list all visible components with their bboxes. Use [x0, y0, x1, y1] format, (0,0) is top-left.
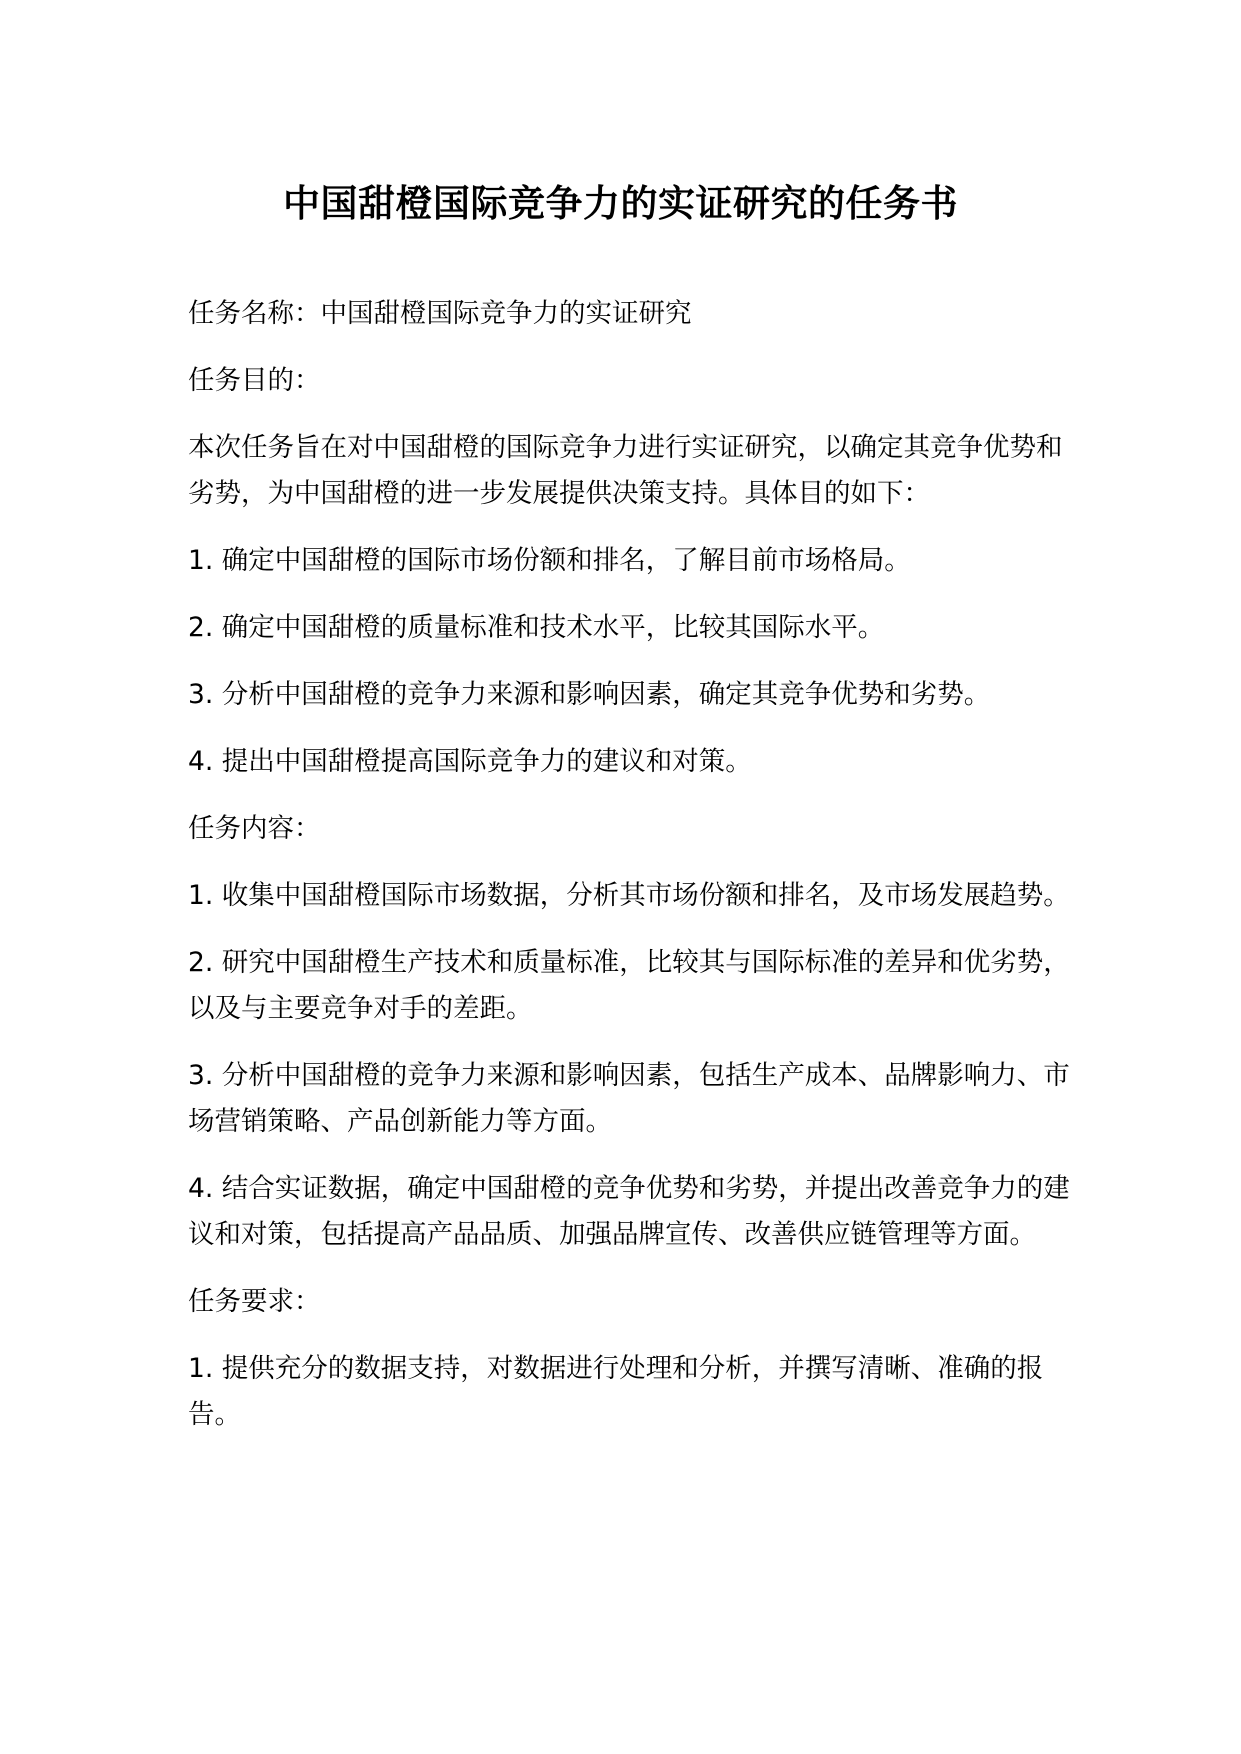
task-name-line: 任务名称：中国甜橙国际竞争力的实证研究 [188, 298, 692, 329]
content-item-2: 2. 研究中国甜橙生产技术和质量标准，比较其与国际标准的差异和优劣势，以及与主要竞争对手的差距。 [188, 947, 1070, 1024]
purpose-item-2: 2. 确定中国甜橙的质量标准和技术水平，比较其国际水平。 [188, 612, 885, 643]
content-item-4: 4. 结合实证数据，确定中国甜橙的竞争优势和劣势，并提出改善竞争力的建议和对策，包括提高产品品质、加强品牌宣传、改善供应链管理等方面。 [188, 1173, 1070, 1250]
requirement-item-1: 1. 提供充分的数据支持，对数据进行处理和分析，并撰写清晰、准确的报告。 [188, 1353, 1044, 1430]
section-heading-content: 任务内容： [188, 813, 321, 844]
document-title: 中国甜橙国际竞争力的实证研究的任务书 [283, 182, 958, 225]
document-body [188, 291, 1088, 1459]
purpose-item-3: 3. 分析中国甜橙的竞争力来源和影响因素，确定其竞争优势和劣势。 [188, 679, 991, 710]
purpose-intro-paragraph: 本次任务旨在对中国甜橙的国际竞争力进行实证研究，以确定其竞争优势和劣势，为中国甜橙的进一步发展提供决策支持。具体目的如下： [188, 432, 1063, 509]
section-heading-requirements: 任务要求： [188, 1286, 321, 1317]
purpose-item-4: 4. 提出中国甜橙提高国际竞争力的建议和对策。 [188, 746, 752, 777]
section-heading-purpose: 任务目的： [188, 365, 321, 396]
purpose-item-1: 1. 确定中国甜橙的国际市场份额和排名，了解目前市场格局。 [188, 545, 911, 576]
content-item-3: 3. 分析中国甜橙的竞争力来源和影响因素，包括生产成本、品牌影响力、市场营销策略、产品创新能力等方面。 [188, 1060, 1070, 1137]
content-item-1: 1. 收集中国甜橙国际市场数据，分析其市场份额和排名，及市场发展趋势。 [188, 880, 1070, 911]
